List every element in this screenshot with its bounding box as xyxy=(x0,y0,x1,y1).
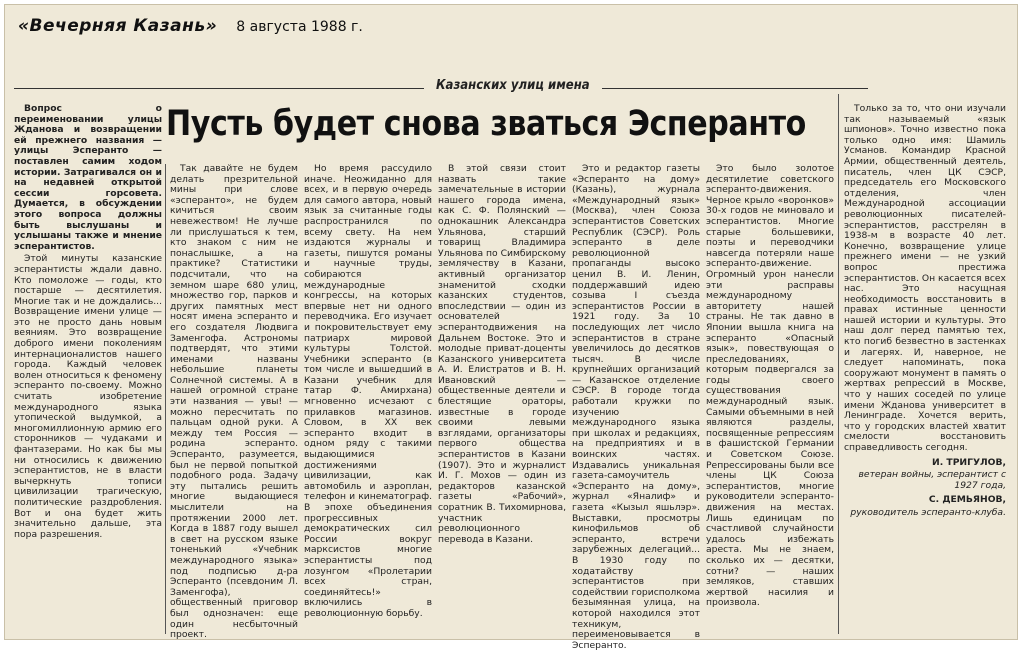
column-rule-right xyxy=(838,94,839,634)
column-4-text: В этой связи стоит назвать такие замечательные в истории нашего города имена, как С. Ф. Полянский — однокашник Александра Ульянова, старший товарищ Владимира Ульянова по Симбирскому землячеству в Казани, активный организатор знаменитой сходки казанских студентов, впоследствии — один из основателей эсперантодвижения на Дальнем Востоке. Это и молодые приват-доценты Казанского университета А. И. Елистратов и В. Н. Ивановский — общественные деятели и блестящие ораторы, известные в городе своими левыми взглядами, организаторы первого общества эсперантистов в Казани (1907). Это и журналист И. Г. Мохов — один из редакторов казанской газеты «Рабочий», соратник В. Тихомирнова, участник революционного перевода в Казани. xyxy=(438,163,566,545)
column-6-text: Это было золотое десятилетие советского эсперанто-движения. Черное крыло «воронков» 30-х годов не миновало и эсперантистов. Многие старые большевики, поэты и переводчики навсегда потеряли наше эсперанто-движение. Огромный урон нанесли эти расправы международному авторитету нашей страны. Не так давно в Японии вышла книга на эсперанто «Опасный язык», повествующая о преследованиях, которым подвергался за годы своего существования международный язык. Самыми объемными в ней являются разделы, посвященные репрессиям в фашистской Германии и Советском Союзе. Репрессированы были все члены ЦК Союза эсперантистов, многие руководители эсперанто-движения на местах. Лишь единицам по счастливой случайности удалось избежать ареста. Мы не знаем, сколько их — десятки, сотни? — наших земляков, ставших жертвой насилия и произвола. xyxy=(706,163,834,609)
rubric-label: Казанских улиц имена xyxy=(436,78,590,93)
author-title-1: ветеран войны, эсперантист с 1927 года, xyxy=(858,469,1006,491)
masthead xyxy=(18,16,363,36)
column-6 xyxy=(706,164,834,634)
column-5-text: Это и редактор газеты «Эсперанто на дому» (Казань), журнала «Международный язык» (Москва), член Союза эсперантистов Советских Республик (СЭСР). Роль эсперанто в деле революционной пропаганды высоко ценил В. И. Ленин, поддержавший идею созыва I съезда эсперантистов России в 1921 году. За 10 последующих лет число эсперантистов в стране увеличилось до десятков тысяч. В числе крупнейших организаций — Казанское отделение СЭСР. В городе тогда работали кружки по изучению международного языка при школах и редакциях, на предприятиях и в воинских частях. Издавались уникальная газета-самоучитель «Эсперанто на дому», журнал «Яналиф» и газета «Кызыл яшьлэр». Выставки, просмотры кинофильмов об эсперанто, встречи зарубежных делегаций... В 1930 году по ходатайству эсперантистов при содействии горисполкома безымянная улица, на которой находился этот техникум, переименовывается в Эсперанто. xyxy=(572,163,700,651)
rubric-rule-right xyxy=(602,88,868,89)
author-signature-2: С. ДЕМЬЯНОВ, xyxy=(928,494,1006,506)
column-7-text: Только за то, что они изучали так называемый «язык шпионов». Точно известно пока только одно имя: Шамиль Усманов. Командир Красной Армии, общественный деятель, писатель, член ЦК СЭСР, председатель его Московского отделения, член Международной ассоциации революционных писателей-эсперантистов, расстрелян в 1938-м в возрасте 40 лет. Конечно, возвращение улице прежнего имени — не узкий вопрос престижа эсперантистов. Он касается всех нас. Это насущная необходимость восстановить в правах истинные ценности нашей истории и культуры. Это наш долг перед памятью тех, кто погиб безвестно в застенках и лагерях. И, наверное, не следует напоминать, пока сооружают монумент в память о жертвах репрессий в Москве, что у наших соседей по улице имени Жданова университет в Ленинграде. Хочется верить, что у городских властей хватит смелости восстановить справедливость сегодня. xyxy=(844,103,1006,453)
column-3-text: Но время рассудило иначе. Неожиданно для всех, и в первую очередь для самого автора, новый язык за считанные годы распространился по всему свету. На нем издаются журналы и газеты, пишутся романы и научные труды, собираются международные конгрессы, на которых впервые нет ни одного переводчика. Его изучает и покровительствует ему патриарх мировой культуры Толстой. Учебники эсперанто (в том числе и вышедший в Казани учебник для татар Ф. Амирхана) мгновенно исчезают с прилавков магазинов. Словом, в XX век эсперанто входит в одном ряду с такими выдающимися достижениями цивилизации, как автомобиль и аэроплан, телефон и кинематограф. В эпохе объединения прогрессивных демократических сил России вокруг марксистов многие эсперантисты под лозунгом «Пролетарии всех стран, соединяйтесь!» включились в революционную борьбу. xyxy=(304,163,432,619)
newspaper-name: «Вечерняя Казань» xyxy=(18,16,218,36)
column-5 xyxy=(572,163,700,651)
author-signature-1: И. ТРИГУЛОВ, xyxy=(932,456,1006,468)
column-1-text: Этой минуты казанские эсперантисты ждали давно. Кто помоложе — годы, кто постарше — десятилетия. Многие так и не дождались... Возвращение имени улице — это не просто дань новым веяниям. Это возвращение доброго имени поколениям интернационалистов нашего города. Каждый человек волен относиться к феномену эсперанто по-своему. Можно считать изобретение международного языка утопической выдумкой, а многомиллионную армию его сторонников — чудаками и фантазерами. Но как бы мы ни относились к движению эсперантистов, не в власти вычеркнуть топиcи цивилизации трагическую, политические раздробления. Вот и она будет жить значительно дальше, эта пора разрешения. xyxy=(14,253,162,540)
column-7 xyxy=(844,104,1006,634)
column-3 xyxy=(304,164,432,634)
rubric-rule-left xyxy=(14,88,424,89)
issue-date: 8 августа 1988 г. xyxy=(236,19,363,35)
column-2-text: Так давайте не будем делать презрительной мины при слове «эсперанто», не будем кичиться своим невежеством! Не лучше ли прислушаться к тем, кто знаком с ним не понаслышке, а на практике? Статистики подсчитали, что на земном шаре 680 улиц, множество гор, парков и других памятных мест носят имена эсперанто и его создателя Людвига Заменгофа. Астрономы подтвердят, что этими именами названы небольшие планеты Солнечной системы. А в нашей огромной стране эти названия — увы! — можно пересчитать по пальцам одной руки. А между тем Россия — родина эсперанто. Эсперанто, разумеется, был не первой попыткой подобного рода. Задачу эту пытались решить многие выдающиеся мыслители на протяжении 2000 лет. Когда в 1887 году вышел в свет на русском языке тоненький «Учебник международного языка» под подписью д-ра Эсперанто (псевдоним Л. Заменгофа), общественный приговор был однозначен: еще один несбыточный проект. xyxy=(170,163,298,641)
column-1 xyxy=(14,104,162,634)
newspaper-clipping xyxy=(4,4,1018,651)
column-4 xyxy=(438,164,566,634)
author-title-2: руководитель эсперанто-клуба. xyxy=(850,506,1006,518)
lead-paragraph: Вопрос о переименовании улицы Жданова и возвращении ей прежнего названия — улицы Эсперанто — поставлен самим ходом истории. Затрагивался он и на недавней открытой сессии горсовета. Думается, в обсуждении этого вопроса должны быть выслушаны и услышаны также и мнение эсперантистов. xyxy=(14,103,162,252)
column-rule xyxy=(165,164,166,634)
article-headline: Пусть будет снова зваться Эсперанто xyxy=(166,104,806,144)
column-2 xyxy=(170,163,298,641)
